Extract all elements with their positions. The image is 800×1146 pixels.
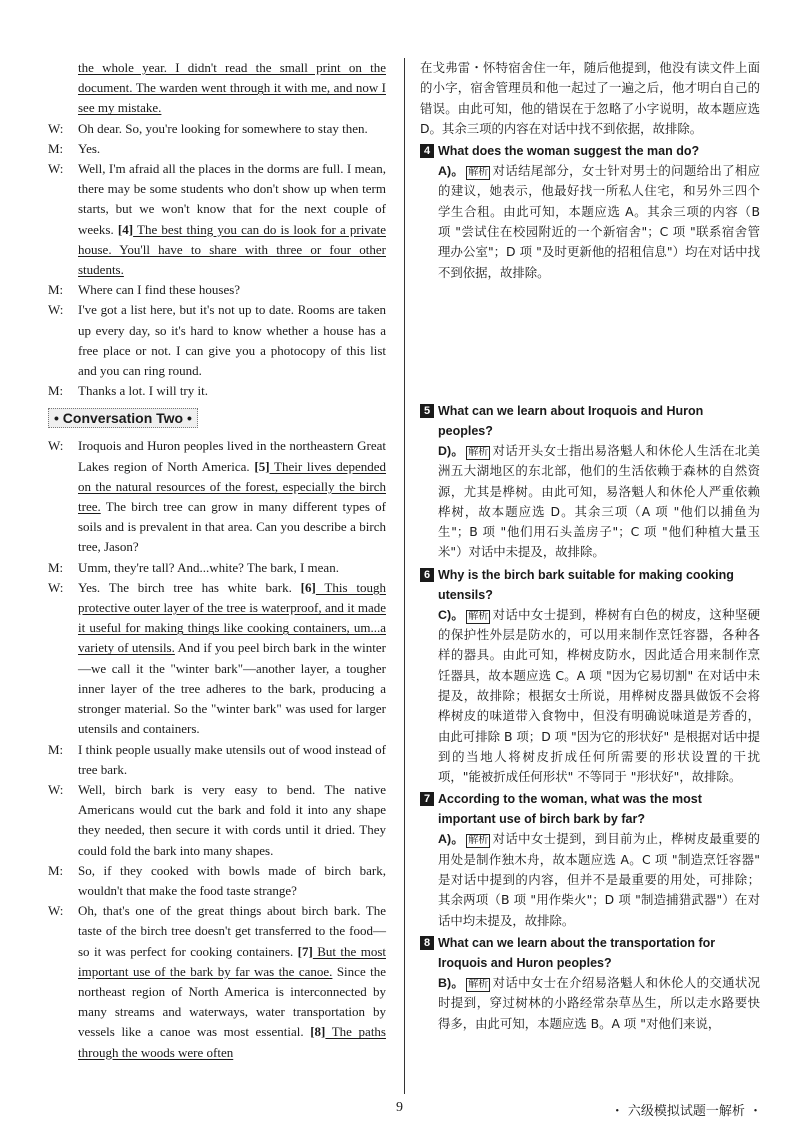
continued-explanation: 在戈弗雷・怀特宿舍住一年，随后他提到，他没有读文件上面的小字，宿舍管理员和他一起过了一遍之后，他才明白自己的错误。由此可知，他的错误在于忽略了小字说明，故本题应选 D。其余三项的内容在对话中找不到依据，故排除。: [420, 60, 760, 136]
dialogue-text: [78, 280, 386, 300]
dialogue-fragment: Oh dear. So, you're looking for somewhere to stay then.: [78, 120, 368, 136]
speaker-label: M:: [48, 559, 64, 575]
dialogue-turn: [48, 300, 386, 381]
left-column: [48, 58, 386, 1063]
question-text: Why is the birch bark suitable for making cooking utensils?: [438, 567, 734, 602]
answer-letter: A)。: [438, 832, 465, 847]
speaker-label: W:: [48, 781, 64, 797]
speaker-label: W:: [48, 579, 64, 595]
speaker-label: M:: [48, 741, 64, 757]
dialogue-fragment: Iroquois and Huron peoples lived in the northeastern Great Lakes region of North America.: [78, 438, 386, 474]
speaker-label: M:: [48, 383, 64, 399]
question-marker: [7]: [297, 943, 313, 959]
dialogue-fragment: So, if they cooked with bowls made of birch bark, wouldn't that make the food taste strange?: [78, 862, 386, 898]
dialogue-fragment: Well, birch bark is very easy to bend. The native Americans would cut the bark and fold it into any shape they needed, then secure it with cords until it dried. They could fold the bark into many shapes.: [78, 781, 386, 858]
dialogue-turn: [48, 578, 386, 740]
question-text: What can we learn about Iroquois and Huron peoples?: [438, 403, 704, 438]
dialogue-text: [78, 159, 386, 280]
page-number: 9: [396, 1100, 403, 1115]
dialogue-turn: [48, 901, 386, 1063]
dialogue-turn: [48, 740, 386, 780]
explanation-text: 对话结尾部分，女士针对男士的问题给出了相应的建议，她表示，他最好找一所私人住宅，和另外三四个学生合租。由此可知，本题应选 A。其余三项的内容（B 项 "尝试住在校园附近的一个新宿舍"；C 项 "联系宿舍管理办公室"；D 项 "及时更新他的招租信息"）均在对话中找不到依据，故排除。: [438, 163, 761, 280]
underlined-key-sentence: the whole year. I didn't read the small print on the document. The warden went through it with me, and now I see my mistake.: [78, 60, 386, 116]
dialogue-turn: [48, 280, 386, 300]
dialogue-text: [78, 558, 386, 578]
question-number-badge: 5: [420, 404, 434, 418]
dialogue-text: [78, 300, 386, 381]
answer-letter: D)。: [438, 443, 465, 458]
conversation-two-heading: [48, 408, 386, 428]
question-number-badge: 8: [420, 936, 434, 950]
dialogue-text: [78, 780, 386, 861]
dialogue-fragment: Oh, that's one of the great things about birch bark. The taste of the birch tree doesn't get transferred to the food—so it was perfect for cooking containers.: [78, 903, 386, 959]
underlined-key-sentence: But the most important use of the bark by far was the canoe.: [78, 943, 386, 979]
explanation-text: 对话中女士提到，桦树有白色的树皮，这种坚硬的保护性外层是防水的，可以用来制作烹饪容器，各种各样的器具。由此可知，桦树皮防水，因此适合用来制作烹饪器具，故本题应选 C。A 项 "因为它易切割" 在对话中未提及，故排除；根据女士所说，用桦树皮器具做饭不会将桦树皮的味道带入食物中，但没有明确说味道是芳香的，由此可排除 B 项；D 项 "因为它的形状好" 是根据对话中提到的当地人将树皮折成任何所需要的形状设置的干扰项，"能被折成任何形状" 不等同于 "形状好"，故排除。: [438, 606, 761, 785]
question-item: [420, 565, 760, 788]
answer-explanation: [438, 161, 760, 283]
question-item: [420, 401, 760, 563]
dialogue-turn: [48, 436, 386, 557]
dialogue-fragment: Yes. The birch tree has white bark.: [78, 579, 301, 595]
dialogue-turn: [48, 139, 386, 159]
question-text: According to the woman, what was the most important use of birch bark by far?: [438, 792, 702, 827]
dialogue-turn: [48, 861, 386, 901]
question-text: What does the woman suggest the man do?: [438, 144, 700, 159]
speaker-label: W:: [48, 302, 64, 318]
dialogue-turn: [48, 780, 386, 861]
question-marker: [4]: [117, 221, 134, 237]
continued-text: [48, 58, 386, 119]
answer-explanation: [438, 605, 760, 788]
explanation-tag: 解析: [468, 610, 489, 622]
question-marker: [5]: [254, 458, 270, 474]
dialogue-fragment: And if you peel birch bark in the winter—we call it the "winter bark"—another layer, a tougher inner layer of the tree adheres to the bark, producing a stronger material. So the "winter bark" was used for larger utensils and containers.: [78, 640, 386, 737]
speaker-label: W:: [48, 903, 64, 919]
underlined-key-sentence: Their lives depended on the natural resources of the forest, especially the birch tree.: [78, 458, 387, 515]
dialogue-text: [78, 58, 386, 119]
dialogue-fragment: Yes.: [78, 140, 101, 156]
question-item: [420, 141, 760, 283]
answer-letter: A)。: [438, 164, 465, 179]
answer-letter: C)。: [438, 607, 465, 622]
speaker-label: W:: [48, 438, 64, 454]
explanation-text: 对话开头女士指出易洛魁人和休伦人生活在北美洲五大湖地区的东北部，他们的生活依赖于森林的自然资源，尤其是桦树。由此可知，易洛魁人和休伦人严重依赖桦树，故本题应选 D。其余三项（A 项 "他们以捕鱼为生"；B 项 "他们用石头盖房子"；C 项 "他们种植大量玉米"）对话中未提及，故排除。: [438, 442, 761, 560]
dialogue-text: [78, 119, 386, 139]
question-marker: [6]: [300, 579, 316, 595]
dialogue-fragment: Where can I find these houses?: [78, 282, 241, 298]
dialogue-turn: [48, 159, 386, 280]
right-column: [420, 58, 760, 1034]
explanation-text: 对话中女士在介绍易洛魁人和休伦人的交通状况时提到，穿过树林的小路经常杂草丛生，所以走水路要快得多，由此可知，本题应选 B。A 项 "对他们来说，: [438, 974, 761, 1031]
speaker-label: W:: [48, 161, 64, 177]
question-text: What can we learn about the transportation for Iroquois and Huron peoples?: [438, 935, 716, 970]
speaker-label: M:: [48, 862, 64, 878]
dialogue-text: [78, 901, 386, 1063]
dialogue-fragment: The birch tree can grow in many different types of soils and is prevalent in that area. Can you describe a birch tree, Jason?: [78, 499, 386, 555]
question-number-badge: 4: [420, 144, 434, 158]
answer-explanation: [438, 973, 760, 1034]
underlined-key-sentence: The paths through the woods were often: [78, 1024, 386, 1060]
underlined-key-sentence: The best thing you can do is look for a private house. You'll have to share with three or four other students.: [78, 221, 386, 278]
dialogue-text: [78, 436, 386, 557]
dialogue-text: [78, 578, 386, 740]
dialogue-text: [78, 381, 386, 401]
underlined-key-sentence: This tough protective outer layer of the tree is waterproof, and it made it useful for making things like cooking containers, um...a variety of utensils.: [78, 579, 386, 656]
explanation-tag: 解析: [468, 446, 489, 458]
question-item: [420, 933, 760, 1034]
dialogue-turn: [48, 558, 386, 578]
dialogue-text: [78, 861, 386, 901]
dialogue-turn: [48, 119, 386, 139]
dialogue-fragment: Well, I'm afraid all the places in the dorms are full. I mean, there may be some students who don't show up when term starts, but we won't know that for the next couple of weeks.: [78, 161, 386, 237]
speaker-label: M:: [48, 140, 64, 156]
explanation-tag: 解析: [468, 167, 489, 179]
answer-explanation: [438, 441, 760, 563]
dialogue-fragment: I've got a list here, but it's not up to date. Rooms are taken up every day, so it's hard to know whether a house has a free place or not. I can give you a photocopy of this list and you can ring round.: [78, 302, 386, 379]
explanation-text: 对话中女士提到，到目前为止，桦树皮最重要的用处是制作独木舟，故本题应选 A。C 项 "制造烹饪容器" 是对话中提到的内容，但并不是最重要的用处，可排除；其余两项（B 项 "用作柴火"；D 项 "制造捕猎武器"）在对话中均未提及，故排除。: [438, 831, 761, 928]
footer-title: ・ 六级模拟试题一解析 ・: [610, 1104, 762, 1119]
dialogue-text: [78, 139, 386, 159]
dialogue-fragment: Umm, they're tall? And...white? The bark, I mean.: [78, 559, 339, 575]
dialogue-turn: [48, 381, 386, 401]
column-divider: [404, 58, 405, 1094]
section-title: • Conversation Two •: [48, 408, 198, 428]
dialogue-text: [78, 740, 386, 780]
explanation-tag: 解析: [468, 978, 489, 990]
question-number-badge: 7: [420, 792, 434, 806]
dialogue-fragment: Since the northeast region of North America is interconnected by many streams and waterways, water transportation by vessels like a canoe was most essential.: [78, 963, 386, 1040]
question-number-badge: 6: [420, 568, 434, 582]
answer-explanation: [438, 829, 760, 930]
question-item: [420, 789, 760, 930]
dialogue-fragment: Thanks a lot. I will try it.: [78, 383, 208, 399]
question-marker: [8]: [310, 1024, 326, 1040]
dialogue-fragment: I think people usually make utensils out of wood instead of tree bark.: [78, 741, 386, 777]
speaker-label: M:: [48, 282, 64, 298]
explanation-tag: 解析: [468, 835, 489, 847]
answer-letter: B)。: [438, 975, 465, 990]
speaker-label: W:: [48, 120, 64, 136]
